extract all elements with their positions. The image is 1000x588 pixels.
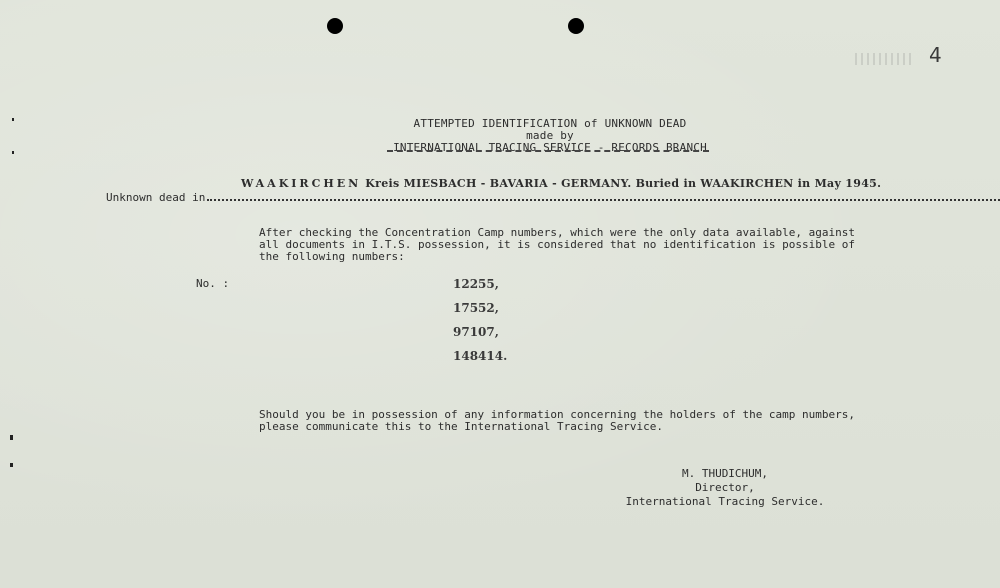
margin-mark: [12, 151, 14, 154]
page-number: 4: [929, 43, 942, 67]
camp-numbers-list: [453, 277, 507, 373]
header-rule: [387, 150, 709, 152]
camp-number: 148414.: [453, 349, 508, 363]
numbers-label: No. :: [196, 277, 230, 290]
camp-number: 12255,: [453, 277, 499, 291]
body-paragraph: After checking the Concentration Camp numbers, which were the only data available, against all documents in I.T.S. possession, it is considered that no identification is possible of the following numbers:: [259, 226, 856, 263]
margin-mark: [10, 435, 13, 440]
signatory-organization: International Tracing Service.: [625, 495, 825, 508]
town-name: WAAKIRCHEN: [241, 177, 362, 190]
punch-hole-right: [568, 18, 584, 34]
signatory-title: Director,: [695, 481, 755, 494]
header-subtitle: made by: [526, 129, 574, 142]
stamp-smudge: [855, 53, 915, 65]
camp-number: 17552,: [453, 301, 499, 315]
unknown-dead-label: Unknown dead in: [106, 191, 206, 204]
punch-hole-left: [327, 18, 343, 34]
signatory-name: M. THUDICHUM,: [681, 467, 769, 480]
signature-block: [610, 467, 840, 509]
margin-mark: [10, 463, 13, 467]
closing-paragraph: Should you be in possession of any information concerning the holders of the camp numbers, please communicate this to the International Tracing Service.: [259, 408, 856, 433]
document-header: [360, 118, 740, 154]
header-organization: INTERNATIONAL TRACING SERVICE - RECORDS BRANCH: [393, 141, 707, 154]
header-title: ATTEMPTED IDENTIFICATION of UNKNOWN DEAD: [413, 117, 687, 130]
margin-mark: [12, 118, 14, 121]
dotted-fill-line: [207, 199, 1000, 201]
location-details: Kreis MIESBACH - BAVARIA - GERMANY. Buried in WAAKIRCHEN in May 1945.: [365, 177, 882, 190]
camp-number: 97107,: [453, 325, 499, 339]
burial-location: [241, 177, 881, 190]
